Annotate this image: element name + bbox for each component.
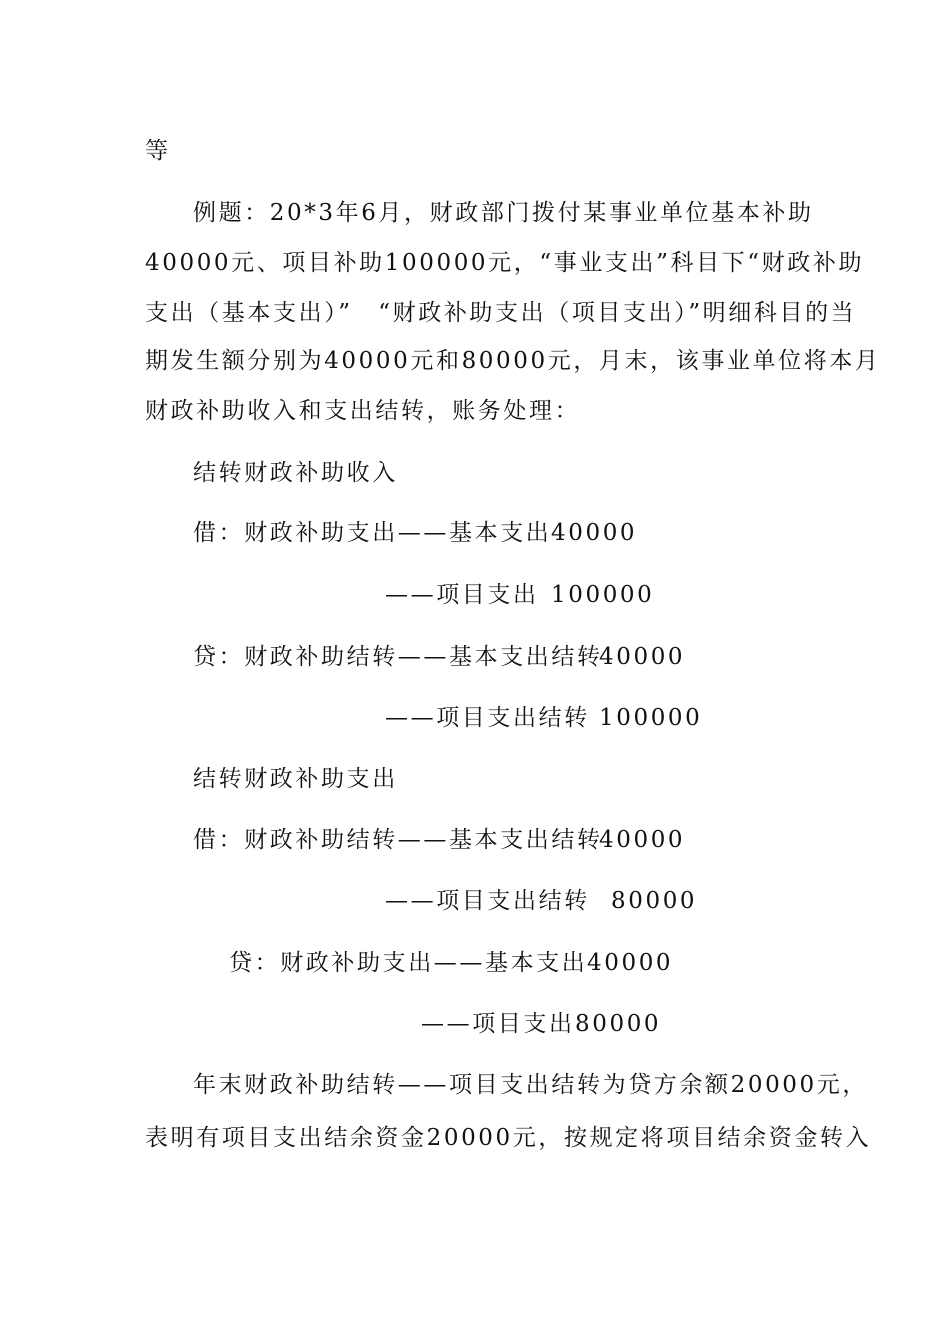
heading-fragment: 等 — [145, 138, 171, 164]
example-line-1: 例题：20*3年6月，财政部门拨付某事业单位基本补助 — [193, 200, 814, 226]
example-line-4: 期发生额分别为40000元和80000元，月末，该事业单位将本月 — [145, 348, 881, 374]
section-expense-title: 结转财政补助支出 — [193, 766, 398, 792]
income-entry-credit-basic: 贷：财政补助结转——基本支出结转 — [193, 644, 603, 670]
example-line-3: 支出（基本支出）” “财政补助支出（项目支出）”明细科目的当 — [145, 300, 857, 326]
section-income-title: 结转财政补助收入 — [193, 460, 398, 486]
entry-label: 借：财政补助支出——基本支出 — [193, 520, 552, 546]
expense-entry-credit-project-amount: 80000 — [575, 1011, 662, 1037]
example-line-5: 财政补助收入和支出结转，账务处理： — [145, 398, 581, 424]
expense-entry-debit-project: ——项目支出结转 — [385, 888, 590, 914]
expense-entry-credit-project: ——项目支出 — [421, 1011, 575, 1037]
expense-entry-debit-project-amount: 80000 — [611, 888, 698, 914]
income-entry-debit-basic — [193, 518, 551, 548]
expense-entry-debit-basic: 借：财政补助结转——基本支出结转 — [193, 827, 603, 853]
income-entry-debit-project: ——项目支出 — [385, 582, 539, 608]
expense-entry-credit-basic-amount: 40000 — [587, 950, 674, 976]
closing-line-1: 年末财政补助结转——项目支出结转为贷方余额20000元， — [193, 1072, 868, 1098]
closing-line-2: 表明有项目支出结余资金20000元，按规定将项目结余资金转入 — [145, 1125, 872, 1151]
income-entry-credit-project-amount: 100000 — [599, 705, 703, 731]
income-entry-debit-basic-amount: 40000 — [551, 520, 638, 546]
example-line-2: 40000元、项目补助100000元，“事业支出”科目下“财政补助 — [145, 250, 865, 276]
income-entry-credit-project: ——项目支出结转 — [385, 705, 590, 731]
expense-entry-debit-basic-amount: 40000 — [599, 827, 686, 853]
expense-entry-credit-basic: 贷：财政补助支出——基本支出 — [229, 950, 588, 976]
income-entry-debit-project-amount: 100000 — [551, 582, 655, 608]
income-entry-credit-basic-amount: 40000 — [599, 644, 686, 670]
